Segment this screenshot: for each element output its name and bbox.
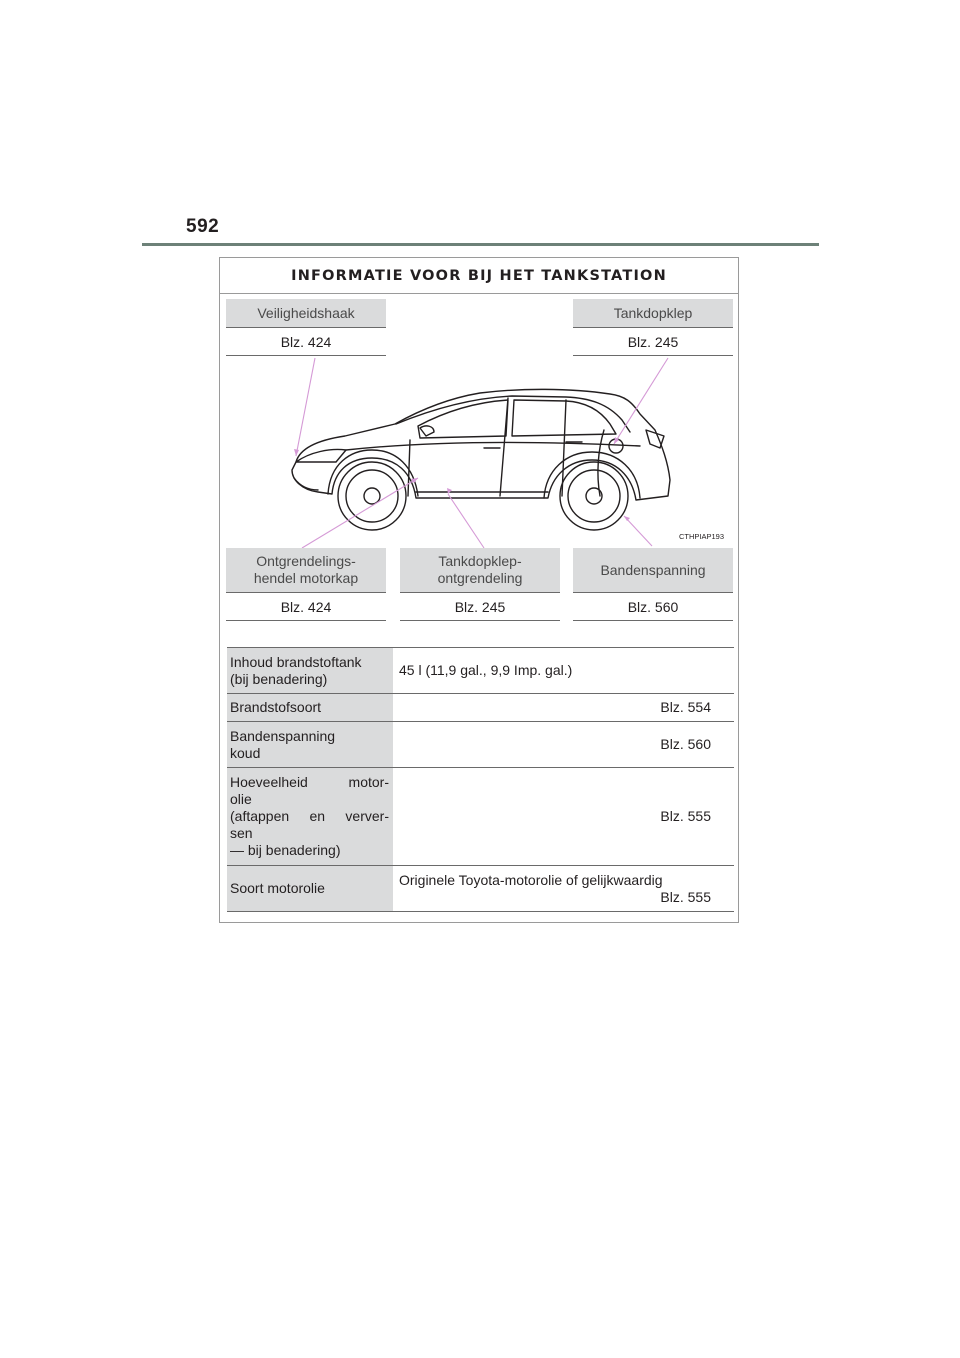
row-key-line: Hoeveelheid motor-: [230, 774, 389, 790]
row-key-line: Brandstofsoort: [230, 699, 322, 715]
row-key: [227, 866, 393, 912]
car-taillight: [646, 430, 664, 448]
callout-label: [226, 548, 386, 593]
row-value: Blz. 555: [393, 768, 734, 866]
table-row: [227, 768, 734, 866]
row-value: [393, 866, 734, 912]
car-belt-line: [346, 443, 640, 450]
row-value: 45 l (11,9 gal., 9,9 Imp. gal.): [393, 648, 734, 694]
leader-arrowhead: [294, 449, 299, 456]
callout-label-line: ontgrendeling: [437, 570, 523, 586]
callout-label: Bandenspanning: [573, 548, 733, 593]
callout-ref: Blz. 424: [226, 593, 386, 621]
spec-table: [227, 647, 734, 912]
table-row: [227, 866, 734, 912]
leader-tire-pressure: [624, 516, 652, 546]
leader-arrowhead: [624, 516, 630, 521]
row-key: [227, 694, 393, 722]
row-key-line: Inhoud brandstoftank: [230, 653, 362, 670]
callout-label-line: hendel motorkap: [253, 570, 359, 586]
row-key-line: — bij benadering): [230, 842, 341, 858]
car-rear-window: [512, 400, 616, 436]
row-key-line: olie: [230, 791, 252, 807]
row-key-line: koud: [230, 744, 261, 761]
car-mirror: [420, 426, 434, 436]
row-value-line: Blz. 555: [660, 888, 711, 905]
table-row: [227, 694, 734, 722]
callout-ref: Blz. 245: [400, 593, 560, 621]
callout-label: [400, 548, 560, 593]
row-value: Blz. 560: [393, 722, 734, 768]
car-front-bumper: [294, 478, 318, 490]
callout-ref: Blz. 245: [573, 328, 733, 356]
car-front-arch: [328, 450, 418, 496]
box-title: INFORMATIE VOOR BIJ HET TANKSTATION: [220, 258, 738, 294]
row-key-line: (bij benadering): [230, 670, 328, 687]
callout-label: Veiligheidshaak: [226, 299, 386, 328]
callout-ref: Blz. 424: [226, 328, 386, 356]
car-pillar: [500, 398, 508, 496]
callout-label-line: Tankdopklep-: [438, 553, 522, 569]
row-key: [227, 722, 393, 768]
callout-label: Tankdopklep: [573, 299, 733, 328]
page-number: 592: [186, 216, 220, 237]
leader-hood-release: [302, 478, 418, 548]
row-value-line: Originele Toyota-motorolie of gelijkwaardig: [399, 871, 663, 888]
row-key-line: Bandenspanning: [230, 727, 336, 744]
leader-fuel-door-release: [448, 494, 484, 548]
car-front-window: [418, 400, 508, 438]
table-row: [227, 648, 734, 694]
leader-fuel-door: [614, 358, 668, 444]
leader-safety-catch: [296, 358, 315, 456]
callout-tire-pressure: [573, 548, 733, 621]
row-key-line: Soort motorolie: [230, 880, 325, 896]
row-key-line: (aftappen en verver-: [230, 808, 389, 824]
callout-label-line: Ontgrendelings-: [256, 553, 356, 569]
callout-fuel-door-release: [400, 548, 560, 621]
callout-hood-release: [226, 548, 386, 621]
row-key: [227, 648, 393, 694]
row-value: Blz. 554: [393, 694, 734, 722]
row-key: [227, 768, 393, 866]
table-row: [227, 722, 734, 768]
leader-arrowhead: [447, 488, 452, 494]
row-key-line: sen: [230, 825, 253, 841]
callout-ref: Blz. 560: [573, 593, 733, 621]
figure-code: CTHPIAP193: [679, 532, 725, 541]
